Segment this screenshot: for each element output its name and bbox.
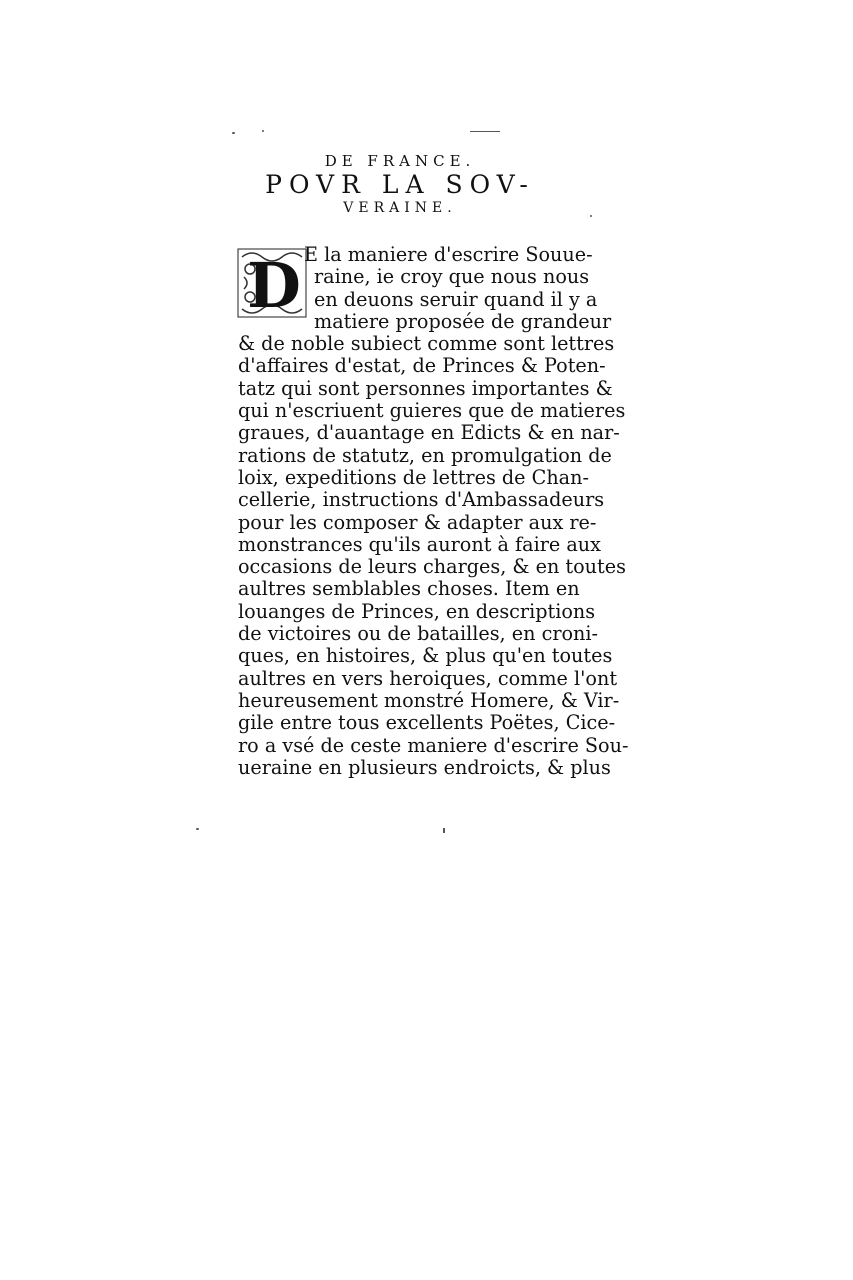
text-line: occasions de leurs charges, & en toutes — [238, 555, 626, 579]
chapter-title-continuation: VERAINE. — [343, 200, 457, 216]
scan-speck — [232, 132, 235, 134]
text-line: aultres en vers heroiques, comme l'ont — [238, 666, 618, 690]
text-line: gile entre tous excellents Poëtes, Cice- — [238, 711, 616, 735]
text-line: ques, en histoires, & plus qu'en toutes — [238, 644, 613, 668]
text-line: raine, ie croy que nous nous — [314, 265, 590, 289]
text-line: monstrances qu'ils auront à faire aux — [238, 532, 601, 556]
initial-letter-glyph: D — [247, 249, 301, 319]
text-line: graues, d'auantage en Edicts & en nar- — [238, 421, 620, 445]
text-line: loix, expeditions de lettres de Chan- — [238, 465, 589, 489]
scan-speck — [470, 131, 500, 132]
text-line: heureusement monstré Homere, & Vir- — [238, 688, 620, 712]
text-line: & de noble subiect comme sont lettres — [238, 332, 615, 356]
text-line: d'affaires d'estat, de Princes & Poten- — [238, 354, 606, 378]
body-paragraph — [238, 243, 629, 779]
text-line: aultres semblables choses. Item en — [238, 577, 580, 601]
chapter-title: POVR LA SOV- — [265, 170, 535, 199]
text-line: ro a vsé de ceste maniere d'escrire Sou- — [238, 733, 629, 757]
running-head: DE FRANCE. — [324, 152, 476, 170]
text-line: de victoires ou de batailles, en croni- — [238, 622, 599, 646]
text-line: pour les composer & adapter aux re- — [238, 510, 597, 534]
scan-speck — [590, 215, 592, 217]
text-line: qui n'escriuent guieres que de matieres — [238, 399, 626, 423]
text-line: cellerie, instructions d'Ambassadeurs — [238, 488, 605, 512]
text-line: E la maniere d'escrire Souue- — [304, 243, 593, 266]
text-line: rations de statutz, en promulgation de — [238, 443, 612, 467]
scan-speck — [443, 828, 445, 833]
text-line: en deuons seruir quand il y a — [314, 287, 598, 311]
text-line: matiere proposée de grandeur — [314, 309, 612, 333]
text-line: tatz qui sont personnes importantes & — [238, 376, 613, 400]
text-line: ueraine en plusieurs endroicts, & plus — [238, 755, 611, 779]
scan-speck — [196, 828, 199, 830]
scan-speck — [262, 130, 264, 132]
text-line: louanges de Princes, en descriptions — [238, 599, 596, 623]
